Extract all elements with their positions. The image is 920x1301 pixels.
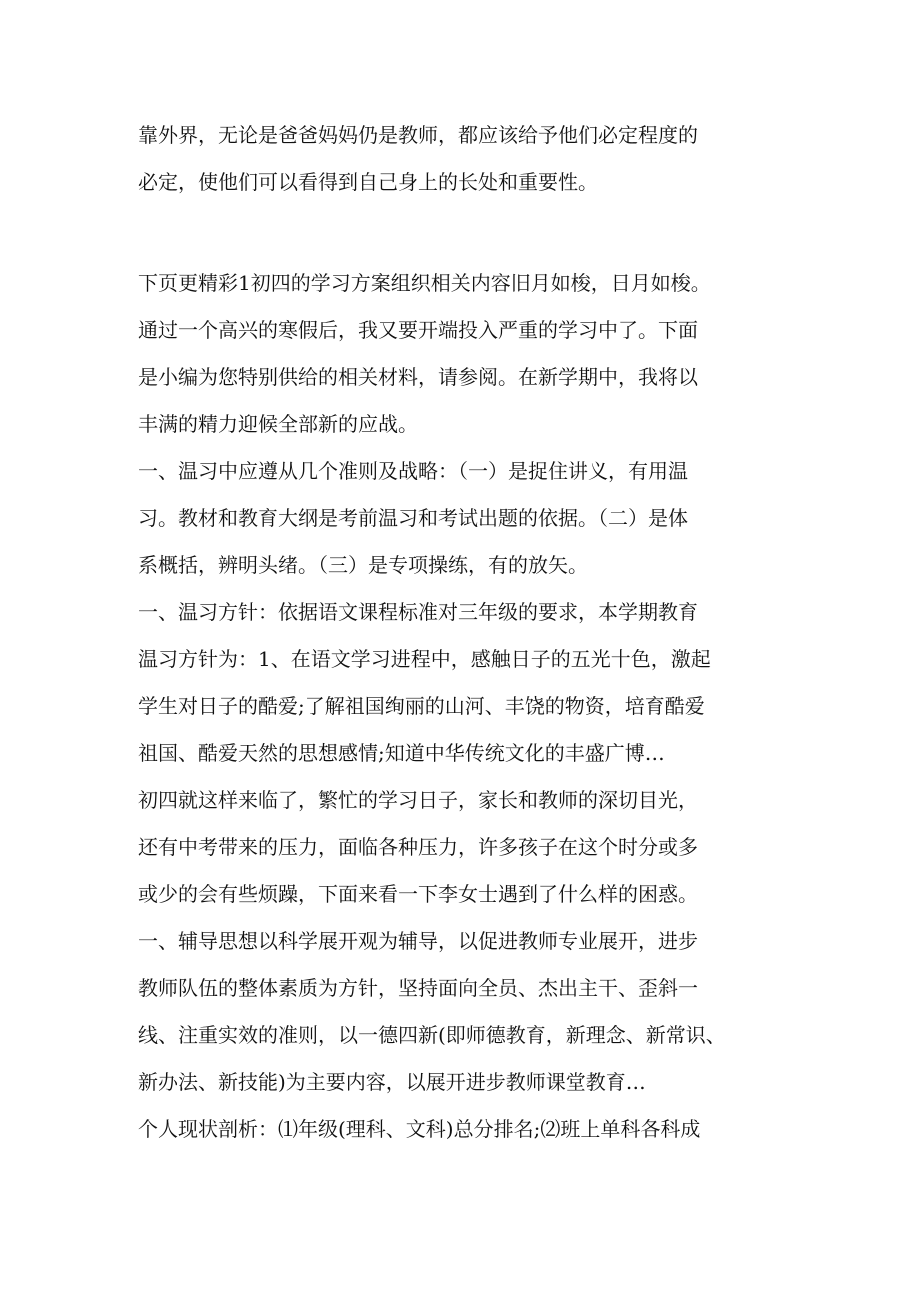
text-line: 是小编为您特别供给的相关材料，请参阅。在新学期中，我将以	[138, 365, 698, 389]
text-line: 丰满的精力迎候全部新的应战。	[138, 412, 418, 436]
text-line: 学生对日子的酷爱;了解祖国绚丽的山河、丰饶的物资，培育酷爱	[138, 694, 705, 718]
text-line: 靠外界，无论是爸爸妈妈仍是教师，都应该给予他们必定程度的	[138, 123, 698, 147]
text-line: 通过一个高兴的寒假后，我又要开端投入严重的学习中了。下面	[138, 318, 698, 342]
text-line: 新办法、新技能)为主要内容，以展开进步教师课堂教育…	[138, 1070, 646, 1094]
text-line: 一、温习中应遵从几个准则及战略：（一）是捉住讲义，有用温	[138, 459, 688, 483]
text-line: 系概括，辨明头绪。（三）是专项操练，有的放矢。	[138, 553, 588, 577]
text-line: 祖国、酷爱天然的思想感情;知道中华传统文化的丰盛广博…	[138, 741, 665, 765]
text-line: 习。教材和教育大纲是考前温习和考试出题的依据。（二）是体	[138, 506, 688, 530]
text-line: 必定，使他们可以看得到自己身上的长处和重要性。	[138, 170, 598, 194]
paragraph-block-2	[138, 260, 798, 1153]
text-line: 初四就这样来临了，繁忙的学习日子，家长和教师的深切目光，	[138, 788, 698, 812]
text-line: 线、注重实效的准则，以一德四新(即师德教育，新理念、新常识、	[138, 1023, 726, 1047]
text-line: 或少的会有些烦躁，下面来看一下李女士遇到了什么样的困惑。	[138, 882, 698, 906]
text-line: 下页更精彩1初四的学习方案组织相关内容旧月如梭，日月如梭。	[138, 271, 711, 295]
text-line: 教师队伍的整体素质为方针，坚持面向全员、杰出主干、歪斜一	[138, 976, 698, 1000]
text-line: 温习方针为：1、在语文学习进程中，感触日子的五光十色，激起	[138, 647, 711, 671]
text-line: 个人现状剖析：⑴年级(理科、文科)总分排名;⑵班上单科各科成	[138, 1117, 701, 1141]
paragraph-block-1	[138, 112, 798, 206]
text-line: 一、辅导思想以科学展开观为辅导，以促进教师专业展开，进步	[138, 929, 698, 953]
text-line: 一、温习方针：依据语文课程标准对三年级的要求，本学期教育	[138, 600, 698, 624]
text-line: 还有中考带来的压力，面临各种压力，许多孩子在这个时分或多	[138, 835, 698, 859]
